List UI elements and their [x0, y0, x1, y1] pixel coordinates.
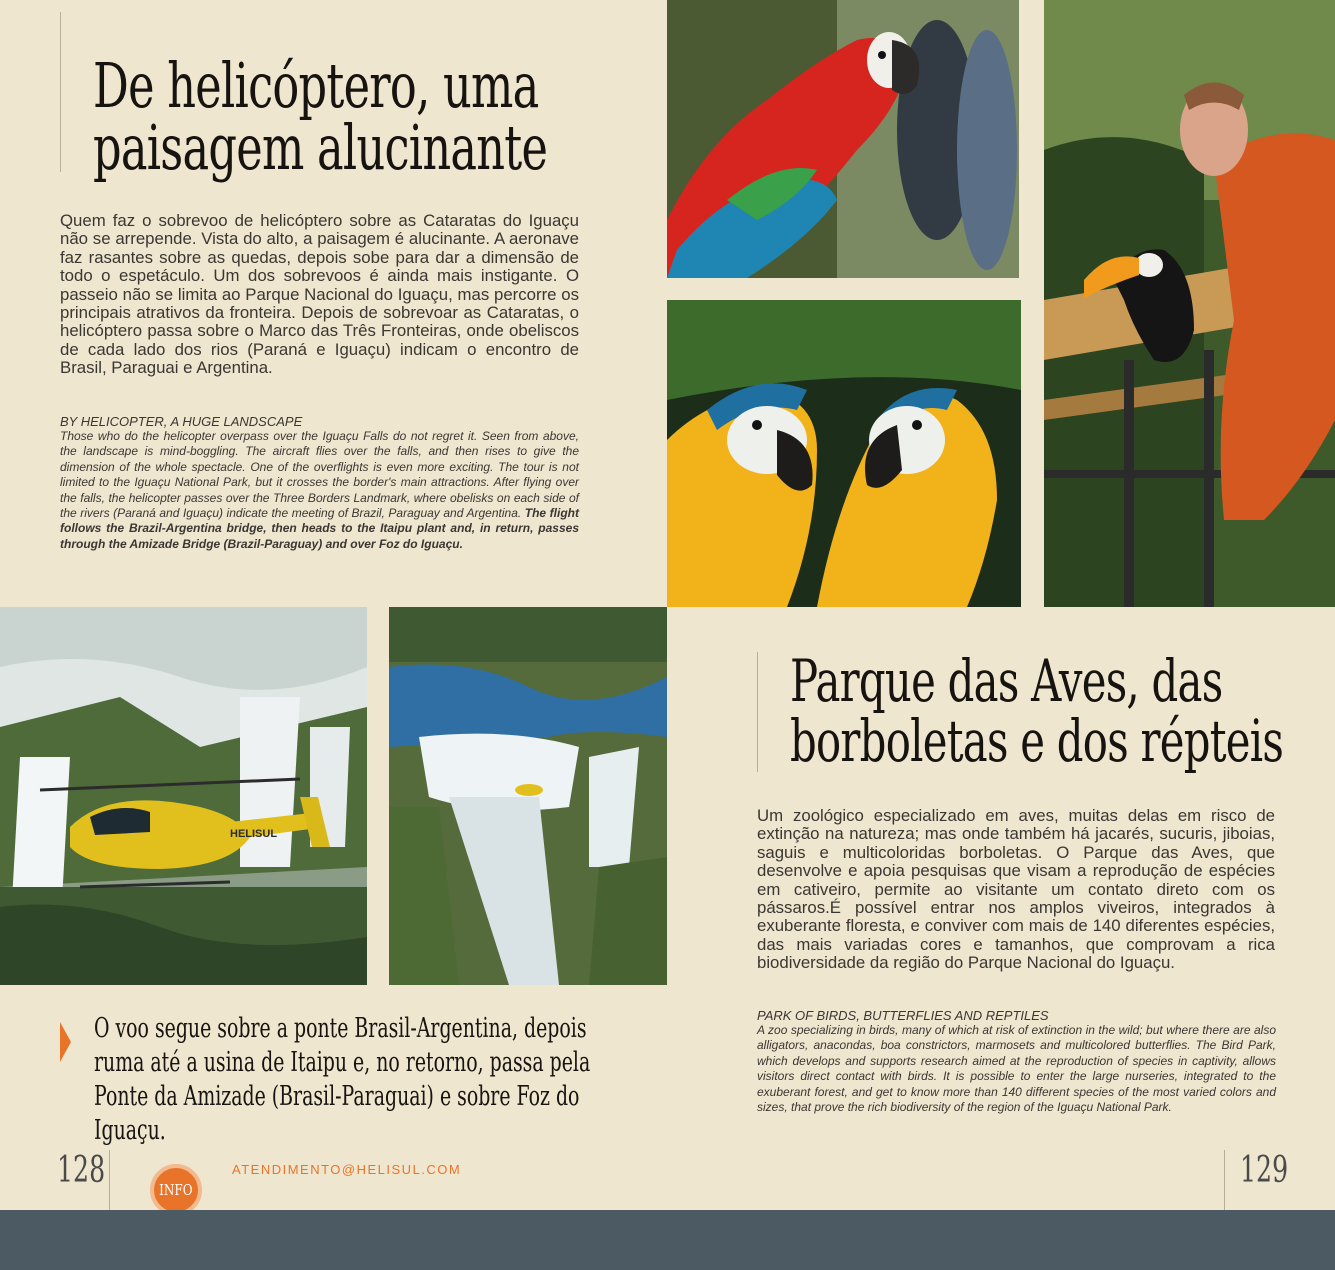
- page-number-right: 129: [1240, 1150, 1289, 1191]
- helicopter-english-text: Those who do the helicopter overpass over the Iguaçu Falls do not regret it. Seen from above, the landscape is mind-boggling. The aircraft flies over the falls, and then rises to give the dimension of the whole spectacle. One of the overflights is even more exciting. The tour is not limited to the Iguaçu National Park, but it crosses the border's main attractions. After flying over the falls, the helicopter passes over the Three Borders Landmark, where obelisks on each side of the rivers (Paraná and Iguaçu) indicate the meeting of Brazil, Paraguay and Argentina.: [60, 429, 579, 521]
- heading-bird-park-line2: borboletas e dos répteis: [790, 706, 1284, 775]
- heading-helicopter: [93, 49, 724, 185]
- helicopter-english-bold: The flight follows the Brazil-Argentina bridge, then heads to the Itaipu plant and, in return, passes through the Amizade Bridge (Brazil-Paraguay) and over Foz do Iguaçu.: [60, 506, 579, 551]
- helicopter-body-pt: Quem faz o sobrevoo de helicóptero sobre as Cataratas do Iguaçu não se arrepende. Vista do alto, a paisagem é alucinante. A aeronave faz rasantes sobre as quedas, depois sobe para dar a dimensão de todo o espetáculo. Um dos sobrevoos é ainda mais instigante. O passeio não se limita ao Parque Nacional do Iguaçu, mas percorre os principais atrativos da fronteira. Depois de sobrevoar as Cataratas, o helicóptero passa sobre o Marco das Três Fronteiras, onde obeliscos de cada lado dos rios (Paraná e Iguaçu) indicam o encontro de Brasil, Paraguai e Argentina.: [60, 211, 579, 378]
- contact-email[interactable]: ATENDIMENTO@HELISUL.COM: [232, 1162, 462, 1177]
- pull-quote-text: O voo segue sobre a ponte Brasil-Argentina, depois ruma até a usina de Itaipu e, no retorno, passa pela Ponte da Amizade (Brasil-Paraguai) e sobre Foz do Iguaçu.: [94, 1013, 591, 1146]
- heading-helicopter-line2: paisagem alucinante: [93, 111, 548, 185]
- bird-park-body-pt: Um zoológico especializado em aves, muitas delas em risco de extinção na natureza; mas onde também há jacarés, sucuris, jiboias, saguis e multicoloridas borboletas. O Parque das Aves, que desenvolve e apoia pesquisas que visam a reprodução de espécies em cativeiro, permite ao visitante um contato direto com os pássaros.É possível entrar nos amplos viveiros, integrados à exuberante floresta, e conviver com mais de 140 diferentes espécies, das mais variadas cores e tamanhos, que comprovam a rica biodiversidade da região do Parque Nacional do Iguaçu.: [757, 806, 1275, 973]
- photo-red-macaw: [667, 0, 1019, 278]
- heading-helicopter-line1: De helicóptero, uma: [93, 49, 539, 122]
- helicopter-marking-close: HELISUL: [230, 828, 278, 840]
- heading-bird-park: [790, 647, 1335, 775]
- title-rule-left: [60, 12, 61, 172]
- helicopter-english-body: [60, 429, 579, 552]
- photo-helicopter-falls: [0, 607, 367, 985]
- helicopter-english-heading: BY HELICOPTER, A HUGE LANDSCAPE: [60, 414, 303, 429]
- photo-aerial-falls: [389, 607, 667, 985]
- bird-park-english-heading: PARK OF BIRDS, BUTTERFLIES AND REPTILES: [757, 1008, 1049, 1023]
- bird-park-english-block: [757, 1008, 1276, 1115]
- photo-blue-yellow-macaws: [667, 300, 1021, 607]
- pull-quote: [94, 1012, 814, 1148]
- helicopter-english-block: [60, 414, 579, 552]
- photo-man-toucan: [1044, 0, 1335, 607]
- info-badge: [150, 1164, 202, 1216]
- bird-park-english-body: A zoo specializing in birds, many of which at risk of extinction in the wild; but where there are also alligators, anacondas, boa constrictors, marmosets and multicolored butterflies. The Bird Park, which develops and supports research aimed at the reproduction of species in captivity, allows visitors direct contact with birds. It is possible to enter the large nurseries, integrated to the exuberant forest, and get to know more than 140 different species of the most varied colors and sizes, that prove the rich biodiversity of the region of the Iguaçu National Park.: [757, 1023, 1276, 1115]
- quote-marker: [60, 1022, 71, 1062]
- footer-bar: [0, 1210, 1335, 1270]
- info-badge-label: INFO: [159, 1181, 193, 1199]
- page-number-left: 128: [57, 1150, 106, 1191]
- title-rule-right: [757, 652, 758, 772]
- heading-bird-park-line1: Parque das Aves, das: [790, 647, 1223, 715]
